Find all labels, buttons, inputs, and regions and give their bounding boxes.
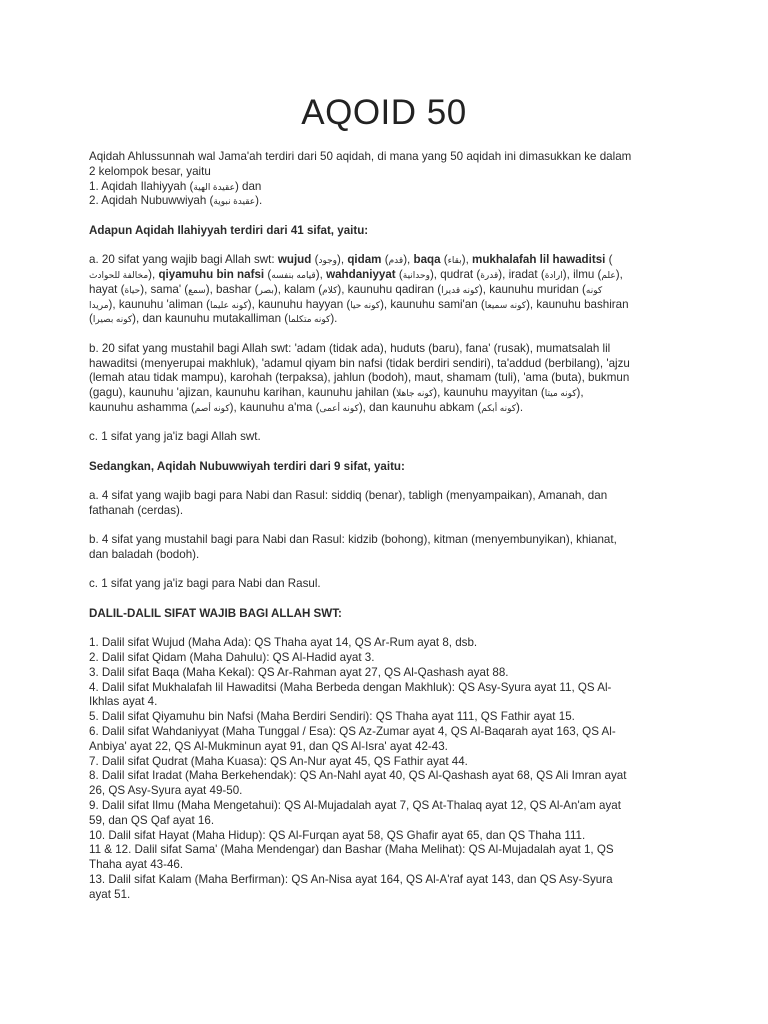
dalil-line: 5. Dalil sifat Qiyamuhu bin Nafsi (Maha Berdiri Sendiri): QS Thaha ayat 111, QS Fathir ayat 15. — [89, 710, 575, 724]
dalil-line: 8. Dalil sifat Iradat (Maha Berkehendak): QS An-Nahl ayat 40, QS Al-Qashash ayat 68, QS Ali Imran ayat — [89, 769, 627, 783]
dalil-list — [89, 636, 685, 902]
jaiz-allah: c. 1 sifat yang ja'iz bagi Allah swt. — [89, 430, 261, 444]
text-line: مخالفة للحوادث), qiyamuhu bin nafsi (قيامه بنفسه), wahdaniyyat (وحدانية), qudrat (قدرة), iradat (ارادة), ilmu (علم), — [89, 267, 623, 281]
nabi-wajib-paragraph: a. 4 sifat yang wajib bagi para Nabi dan Rasul: siddiq (benar), tabligh (menyampaikan), Amanah, dan fathanah (cerdas). — [89, 489, 608, 517]
dalil-line: 59, dan QS Qaf ayat 16. — [89, 813, 215, 827]
intro-item-2: 2. Aqidah Nubuwwiyah (عقيدة نبوية). — [89, 194, 263, 208]
intro-paragraph — [89, 150, 685, 209]
text-line: مريدا), kaunuhu 'aliman (كونه عليما), kaunuhu hayyan (كونه حيا), kaunuhu sami'an (كونه سميعا), kaunuhu bashiran — [89, 297, 629, 311]
text-line: hawaditsi (menyerupai makhluk), 'adamul qiyam bin nafsi (tidak berdiri sendiri), ta'addud (berbilang), 'ajzu — [89, 356, 630, 370]
text-line: (كونه بصيرا), dan kaunuhu mutakalliman (كونه متكلما). — [89, 312, 338, 326]
text-line: kaunuhu ashamma (كونه أصم), kaunuhu a'ma (كونه أعمى), dan kaunuhu abkam (كونه أبكم). — [89, 400, 524, 414]
text-line: hayat (حياة), sama' (سمع), bashar (بصر), kalam (كلام), kaunuhu qadiran (كونه قديرا), kaunuhu muridan (كونه — [89, 282, 603, 296]
wajib-paragraph — [89, 253, 685, 327]
intro-line: Aqidah Ahlussunnah wal Jama'ah terdiri dari 50 aqidah, di mana yang 50 aqidah ini dimasukkan ke dalam — [89, 150, 632, 163]
dalil-line: Ikhlas ayat 4. — [89, 695, 158, 709]
dalil-line: ayat 51. — [89, 887, 131, 901]
text-line: a. 20 sifat yang wajib bagi Allah swt: wujud (وجود), qidam (قدم), baqa (بقاء), mukhalafah lil hawaditsi ( — [89, 253, 613, 267]
dalil-line: 7. Dalil sifat Qudrat (Maha Kuasa): QS An-Nur ayat 45, QS Fathir ayat 44. — [89, 754, 468, 768]
dalil-line: Anbiya' ayat 22, QS Al-Mukminun ayat 91, dan QS Al-Isra' ayat 42-43. — [89, 739, 448, 753]
dalil-line: 26, QS Asy-Syura ayat 49-50. — [89, 784, 243, 798]
dalil-line: 11 & 12. Dalil sifat Sama' (Maha Mendengar) dan Bashar (Maha Melihat): QS Al-Mujadalah ayat 1, QS — [89, 843, 614, 857]
dalil-line: 3. Dalil sifat Baqa (Maha Kekal): QS Ar-Rahman ayat 27, QS Al-Qashash ayat 88. — [89, 665, 509, 679]
ilahiyyah-heading: Adapun Aqidah Ilahiyyah terdiri dari 41 sifat, yaitu: — [89, 223, 369, 237]
nabi-jaiz: c. 1 sifat yang ja'iz bagi para Nabi dan Rasul. — [89, 577, 321, 591]
page-title: AQOID 50 — [301, 93, 467, 132]
dalil-line: 10. Dalil sifat Hayat (Maha Hidup): QS Al-Furqan ayat 58, QS Ghafir ayat 65, dan QS Thaha 111. — [89, 828, 586, 842]
nubuwwiyah-heading: Sedangkan, Aqidah Nubuwwiyah terdiri dari 9 sifat, yaitu: — [89, 459, 405, 473]
nabi-mustahil-paragraph: b. 4 sifat yang mustahil bagi para Nabi dan Rasul: kidzib (bohong), kitman (menyembunyikan), khianat, dan baladah (bodoh). — [89, 533, 617, 562]
mustahil-paragraph — [89, 342, 685, 416]
dalil-line: 13. Dalil sifat Kalam (Maha Berfirman): QS An-Nisa ayat 164, QS Al-A'raf ayat 143, dan QS Asy-Syura — [89, 873, 613, 887]
text-line: (gagu), kaunuhu 'ajizan, kaunuhu karihan, kaunuhu jahilan (كونه جاهلا), kaunuhu mayyitan (كونه ميتا), — [89, 386, 584, 400]
dalil-line: 1. Dalil sifat Wujud (Maha Ada): QS Thaha ayat 14, QS Ar-Rum ayat 8, dsb. — [89, 636, 478, 650]
text-line: (lemah atau tidak mampu), karohah (terpaksa), jahlun (bodoh), maut, shamam (tuli), 'ama (buta), bukmun — [89, 371, 630, 385]
text-line: b. 20 sifat yang mustahil bagi Allah swt: 'adam (tidak ada), huduts (baru), fana' (rusak), mumatsalah lil — [89, 341, 611, 355]
dalil-line: 4. Dalil sifat Mukhalafah lil Hawaditsi (Maha Berbeda dengan Makhluk): QS Asy-Syura ayat 11, QS Al- — [89, 680, 612, 694]
intro-line: 2 kelompok besar, yaitu — [89, 164, 211, 178]
document-body — [89, 150, 685, 917]
intro-item-1: 1. Aqidah Ilahiyyah (عقيدة الهية) dan — [89, 179, 262, 193]
dalil-line: 2. Dalil sifat Qidam (Maha Dahulu): QS Al-Hadid ayat 3. — [89, 651, 375, 665]
dalil-heading: DALIL-DALIL SIFAT WAJIB BAGI ALLAH SWT: — [89, 606, 342, 620]
dalil-line: 9. Dalil sifat Ilmu (Maha Mengetahui): QS Al-Mujadalah ayat 7, QS At-Thalaq ayat 12, QS Al-An'am ayat — [89, 799, 621, 813]
dalil-line: 6. Dalil sifat Wahdaniyyat (Maha Tunggal / Esa): QS Az-Zumar ayat 4, QS Al-Baqarah ayat 163, QS Al- — [89, 725, 616, 739]
dalil-line: Thaha ayat 43-46. — [89, 858, 184, 872]
